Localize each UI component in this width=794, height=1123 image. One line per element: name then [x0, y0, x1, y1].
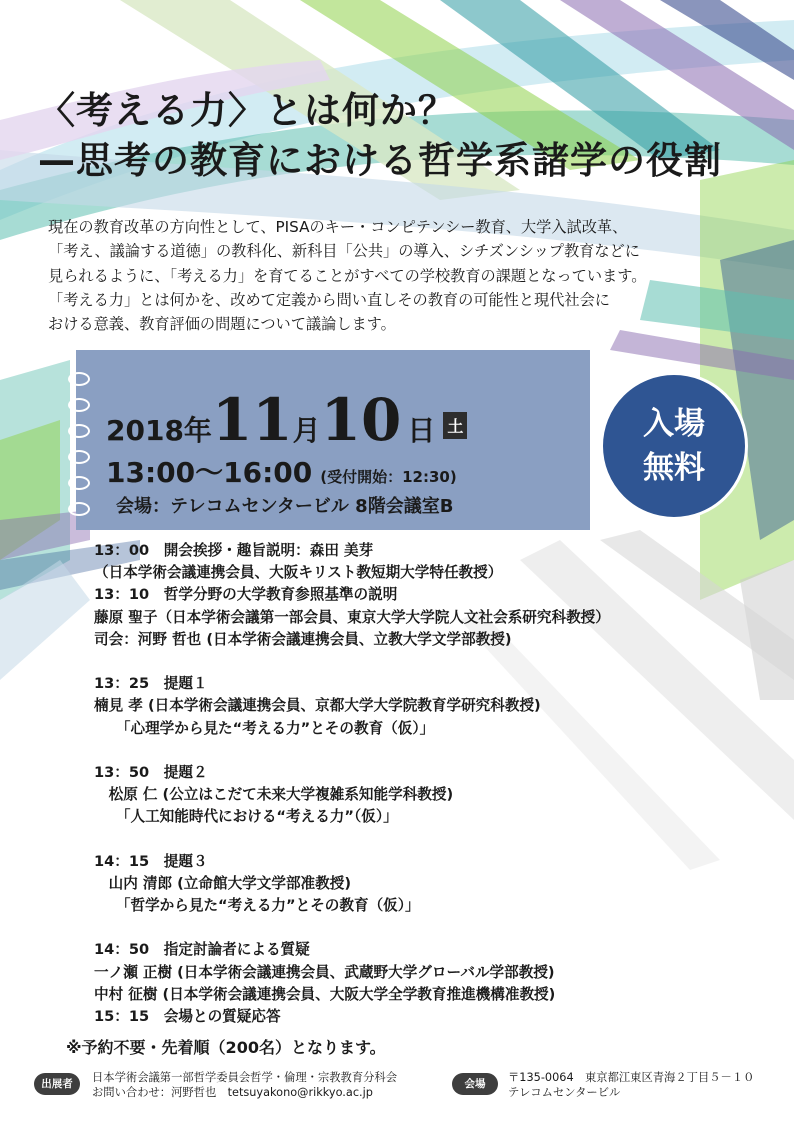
program-line: 山内 清郎 (立命館大学文学部准教授): [94, 874, 352, 892]
reception-time: (受付開始：12:30): [320, 468, 457, 486]
venue-building: テレコムセンタービル: [508, 1086, 621, 1099]
event-month: 11: [211, 386, 293, 454]
reservation-note: ※予約不要・先着順（200名）となります。: [66, 1038, 386, 1057]
program-spacer: [94, 828, 610, 850]
binder-ring: [68, 398, 90, 412]
program-line: 15：15 会場との質疑応答: [94, 1007, 281, 1025]
program-spacer: [94, 740, 610, 762]
binder-ring: [68, 502, 90, 516]
weekday-badge: 土: [443, 412, 467, 439]
binder-ring: [68, 372, 90, 386]
program-line: 一ノ瀬 正樹 (日本学術会議連携会員、武蔵野大学グローバル学部教授): [94, 963, 555, 981]
event-day-unit: 日: [407, 414, 436, 447]
program-line: 松原 仁 (公立はこだて未来大学複雑系知能学科教授): [94, 786, 454, 804]
program-line: 「人工知能時代における“考える力”（仮）」: [94, 808, 398, 826]
event-time-range: 13:00〜16:00: [106, 456, 313, 489]
program-line: 「心理学から見た“考える力”とその教育（仮）」: [94, 719, 435, 737]
program-line: （日本学術会議連携会員、大阪キリスト教短期大学特任教授）: [94, 564, 503, 582]
event-month-unit: 月: [292, 414, 321, 447]
event-venue: 会場：テレコムセンタービル 8階会議室B: [116, 496, 454, 517]
intro-line: 「考える力」とは何かを、改めて定義から問い直しその教育の可能性と現代社会に: [48, 290, 610, 309]
program-line: 13：25 提題１: [94, 675, 208, 693]
intro-paragraph: [48, 215, 768, 336]
event-time: [106, 451, 457, 491]
binder-ring: [68, 424, 90, 438]
program-line: 楠見 孝 (日本学術会議連携会員、京都大学大学院教育学研究科教授): [94, 697, 541, 715]
venue-address-block: [508, 1070, 754, 1100]
title-line-2: —思考の教育における哲学系諸学の役割: [38, 139, 722, 182]
program-line: 司会：河野 哲也 (日本学術会議連携会員、立教大学文学部教授): [94, 630, 512, 648]
program-line: 中村 征樹 (日本学術会議連携会員、大阪大学全学教育推進機構准教授): [94, 985, 556, 1003]
program-spacer: [94, 651, 610, 673]
intro-line: おける意義、教育評価の問題について議論します。: [48, 315, 396, 334]
program-spacer: [94, 917, 610, 939]
venue-tag: 会場: [452, 1073, 498, 1095]
organizer-info: [92, 1070, 397, 1100]
organizer-tag: 出展者: [34, 1073, 80, 1095]
event-info-box: [76, 350, 590, 530]
program-line: 14：50 指定討論者による質疑: [94, 941, 310, 959]
program-schedule: [94, 540, 610, 1028]
title-line-1: 〈考える力〉とは何か？: [38, 89, 456, 132]
event-date: [106, 386, 467, 454]
intro-line: 現在の教育改革の方向性として、PISAのキー・コンピテンシー教育、大学入試改革、: [48, 218, 628, 236]
event-year: 2018年: [106, 414, 212, 447]
venue-address: 〒135-0064 東京都江東区青海２丁目５－１０: [508, 1071, 755, 1084]
binder-ring: [68, 450, 90, 464]
program-line: 13：00 開会挨拶・趣旨説明：森田 美芽: [94, 542, 374, 559]
intro-line: 「考え、議論する道徳」の教科化、新科目「公共」の導入、シチズンシップ教育などに: [48, 242, 640, 261]
program-line: 「哲学から見た“考える力”とその教育（仮）」: [94, 897, 420, 914]
free-badge-line-2: 無料: [643, 450, 705, 486]
contact-info: お問い合わせ：河野哲也 tetsuyakono@rikkyo.ac.jp: [92, 1086, 373, 1099]
free-badge-line-1: 入場: [643, 406, 705, 442]
program-line: 13：50 提題２: [94, 763, 208, 781]
program-line: 14：15 提題３: [94, 852, 208, 870]
intro-line: 見られるように、「考える力」を育てることがすべての学校教育の課題となっています。: [48, 266, 647, 285]
binder-ring: [68, 476, 90, 490]
program-line: 13：10 哲学分野の大学教育参照基準の説明: [94, 586, 398, 604]
title-block: [0, 0, 794, 200]
event-day: 10: [320, 386, 402, 454]
organizer-name: 日本学術会議第一部哲学委員会哲学・倫理・宗教教育分科会: [92, 1071, 398, 1084]
free-admission-badge: [600, 372, 748, 520]
program-line: 藤原 聖子（日本学術会議第一部会員、東京大学大学院人文社会系研究科教授）: [94, 608, 610, 626]
